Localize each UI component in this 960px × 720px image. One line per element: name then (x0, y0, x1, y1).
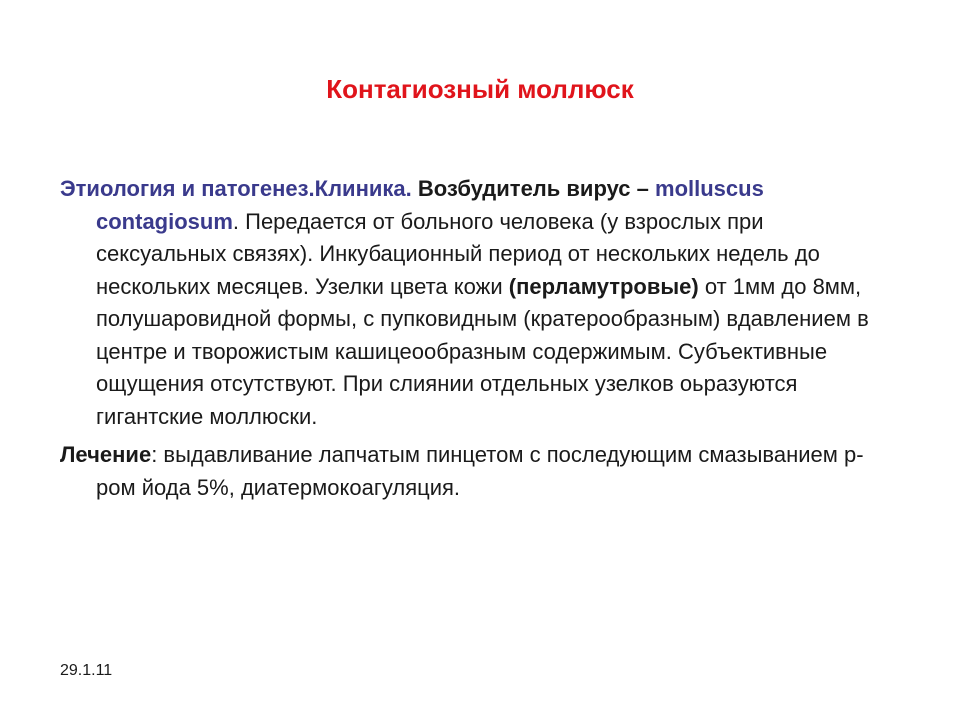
treatment-text: : выдавливание лапчатым пинцетом с последующим смазыванием р-ром йода 5%, диатермокоагуляция. (96, 442, 864, 500)
pearly-label: (перламутровые) (508, 273, 699, 299)
etiology-heading: Этиология и патогенез.Клиника. (60, 176, 412, 201)
slide-date: 29.1.11 (60, 662, 113, 679)
pathogen-prefix: Возбудитель вирус – (417, 176, 649, 201)
etiology-paragraph (60, 173, 890, 433)
etiology-text-a: . Передается от больного человека (у взрослых при сексуальных связях). Инкубационный период от нескольких недель до нескольких месяцев. Узелки цвета кожи (96, 208, 820, 299)
etiology-text-b: от 1мм до 8мм, полушаровидной формы, с пупковидным (кратерообразным) вдавлением в центре и творожистым кашицеообразным содержимым. Субъективные ощущения отсутствуют. При слиянии отдельных узелков оьразуются гигантские моллюски. (96, 273, 869, 429)
treatment-paragraph (60, 439, 890, 504)
slide-title: Контагиозный моллюск (326, 74, 634, 104)
slide-body (60, 173, 890, 510)
treatment-label: Лечение (60, 442, 152, 467)
pathogen-name: molluscus contagiosum (96, 176, 764, 234)
